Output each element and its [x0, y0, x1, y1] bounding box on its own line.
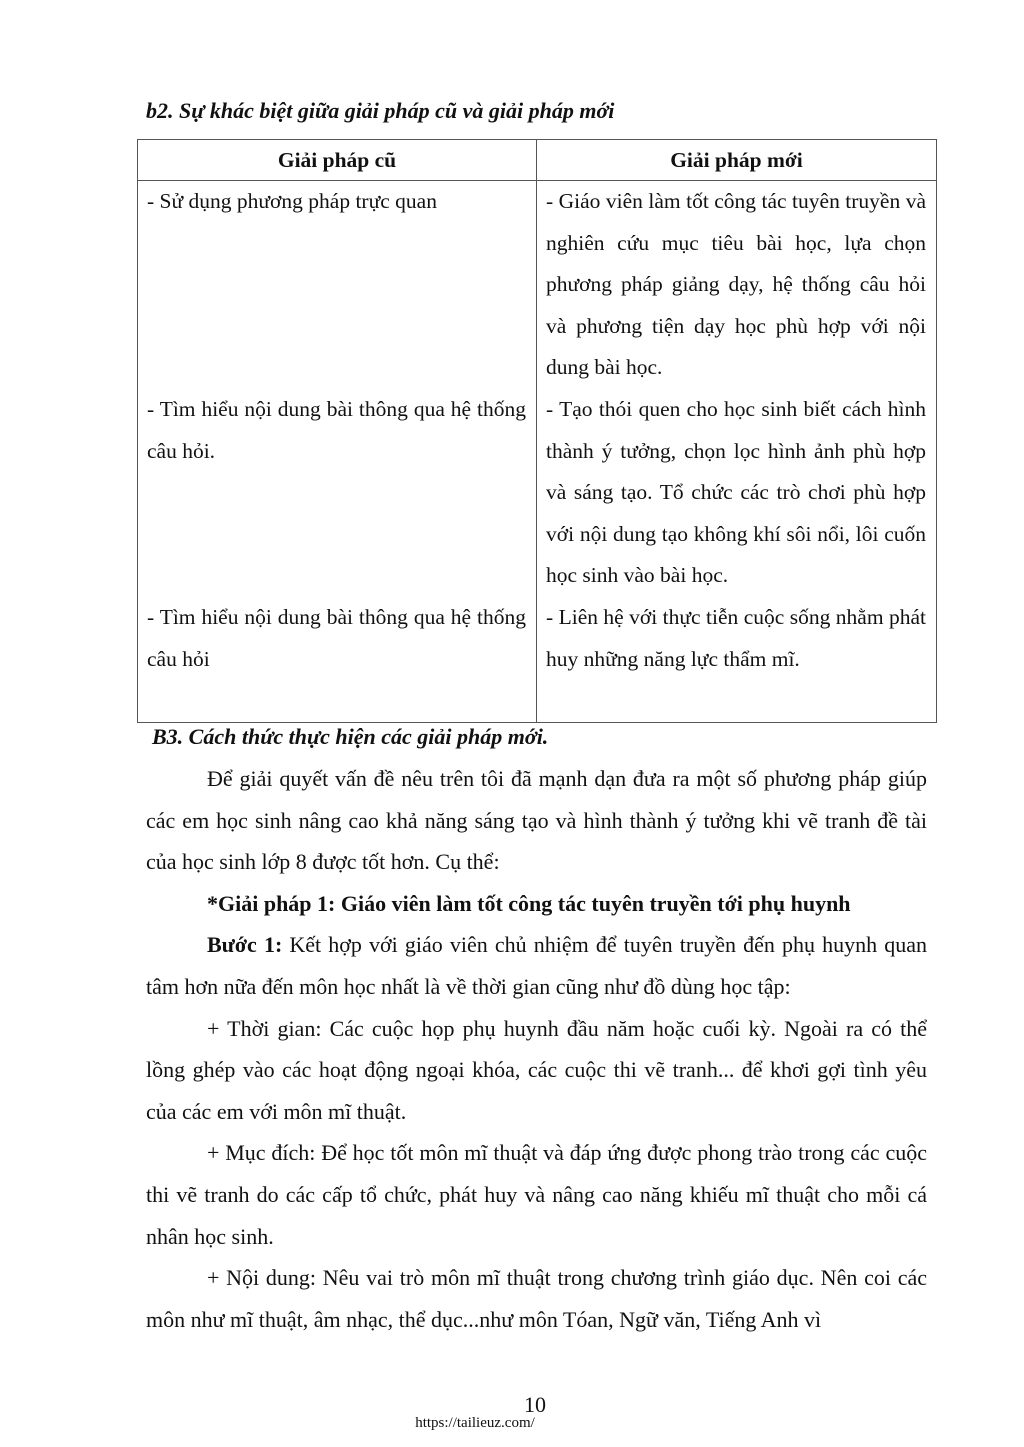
content-paragraph: + Nội dung: Nêu vai trò môn mĩ thuật trong chương trình giáo dục. Nên coi các môn như mĩ thuật, âm nhạc, thể dục...như môn Tóan, Ngữ văn, Tiếng Anh vì — [146, 1265, 927, 1332]
old-solution-item: - Sử dụng phương pháp trực quan — [147, 189, 437, 213]
time-paragraph: + Thời gian: Các cuộc họp phụ huynh đầu năm hoặc cuối kỳ. Ngoài ra có thể lồng ghép vào các hoạt động ngoại khóa, các cuộc thi vẽ tranh... để khơi gợi tình yêu của các em với môn mĩ thuật. — [146, 1015, 927, 1124]
section-heading-b3: B3. Cách thức thực hiện các giải pháp mới. — [152, 724, 549, 749]
header-new-solution: Giải pháp mới — [537, 140, 937, 181]
step-1-label: Bước 1: — [207, 932, 283, 958]
new-solution-item: - Liên hệ với thực tiễn cuộc sống nhằm phát huy những năng lực thẩm mĩ. — [546, 605, 926, 671]
step-1-text: Kết hợp với giáo viên chủ nhiệm để tuyên truyền đến phụ huynh quan tâm hơn nữa đến môn học nhất là về thời gian cũng như đồ dùng học tập: — [146, 932, 927, 999]
table-header-row — [138, 140, 937, 181]
section-heading-b2: b2. Sự khác biệt giữa giải pháp cũ và giải pháp mới — [146, 98, 615, 123]
old-solution-item: - Tìm hiểu nội dung bài thông qua hệ thống câu hỏi — [147, 605, 526, 671]
old-solution-item: - Tìm hiểu nội dung bài thông qua hệ thống câu hỏi. — [147, 397, 526, 463]
table-row — [138, 181, 937, 723]
intro-paragraph: Để giải quyết vấn đề nêu trên tôi đã mạnh dạn đưa ra một số phương pháp giúp các em học sinh nâng cao khả năng sáng tạo và hình thành ý tưởng khi vẽ tranh đề tài của học sinh lớp 8 được tốt hơn. Cụ thể: — [146, 766, 927, 875]
solution-1-title: *Giải pháp 1: Giáo viên làm tốt công tác tuyên truyền tới phụ huynh — [207, 890, 851, 916]
new-solution-item: - Tạo thói quen cho học sinh biết cách hình thành ý tưởng, chọn lọc hình ảnh phù hợp và sáng tạo. Tổ chức các trò chơi phù hợp với nội dung tạo không khí sôi nổi, lôi cuốn học sinh vào bài học. — [546, 397, 926, 588]
header-old-solution: Giải pháp cũ — [138, 140, 537, 181]
page-number: 10 — [524, 1392, 546, 1417]
cell-old-solutions — [138, 181, 537, 723]
step-1-paragraph — [146, 924, 927, 1007]
footer-url: https://tailieuz.com/ — [415, 1415, 535, 1431]
comparison-table — [137, 139, 937, 723]
purpose-paragraph: + Mục đích: Để học tốt môn mĩ thuật và đáp ứng được phong trào trong các cuộc thi vẽ tranh do các cấp tổ chức, phát huy và nâng cao năng khiếu mĩ thuật cho mỗi cá nhân học sinh. — [146, 1140, 927, 1249]
new-solution-item: - Giáo viên làm tốt công tác tuyên truyền và nghiên cứu mục tiêu bài học, lựa chọn phương pháp giảng dạy, hệ thống câu hỏi và phương tiện dạy học phù hợp với nội dung bài học. — [546, 189, 926, 380]
body-text — [146, 758, 927, 1340]
cell-new-solutions — [537, 181, 937, 723]
